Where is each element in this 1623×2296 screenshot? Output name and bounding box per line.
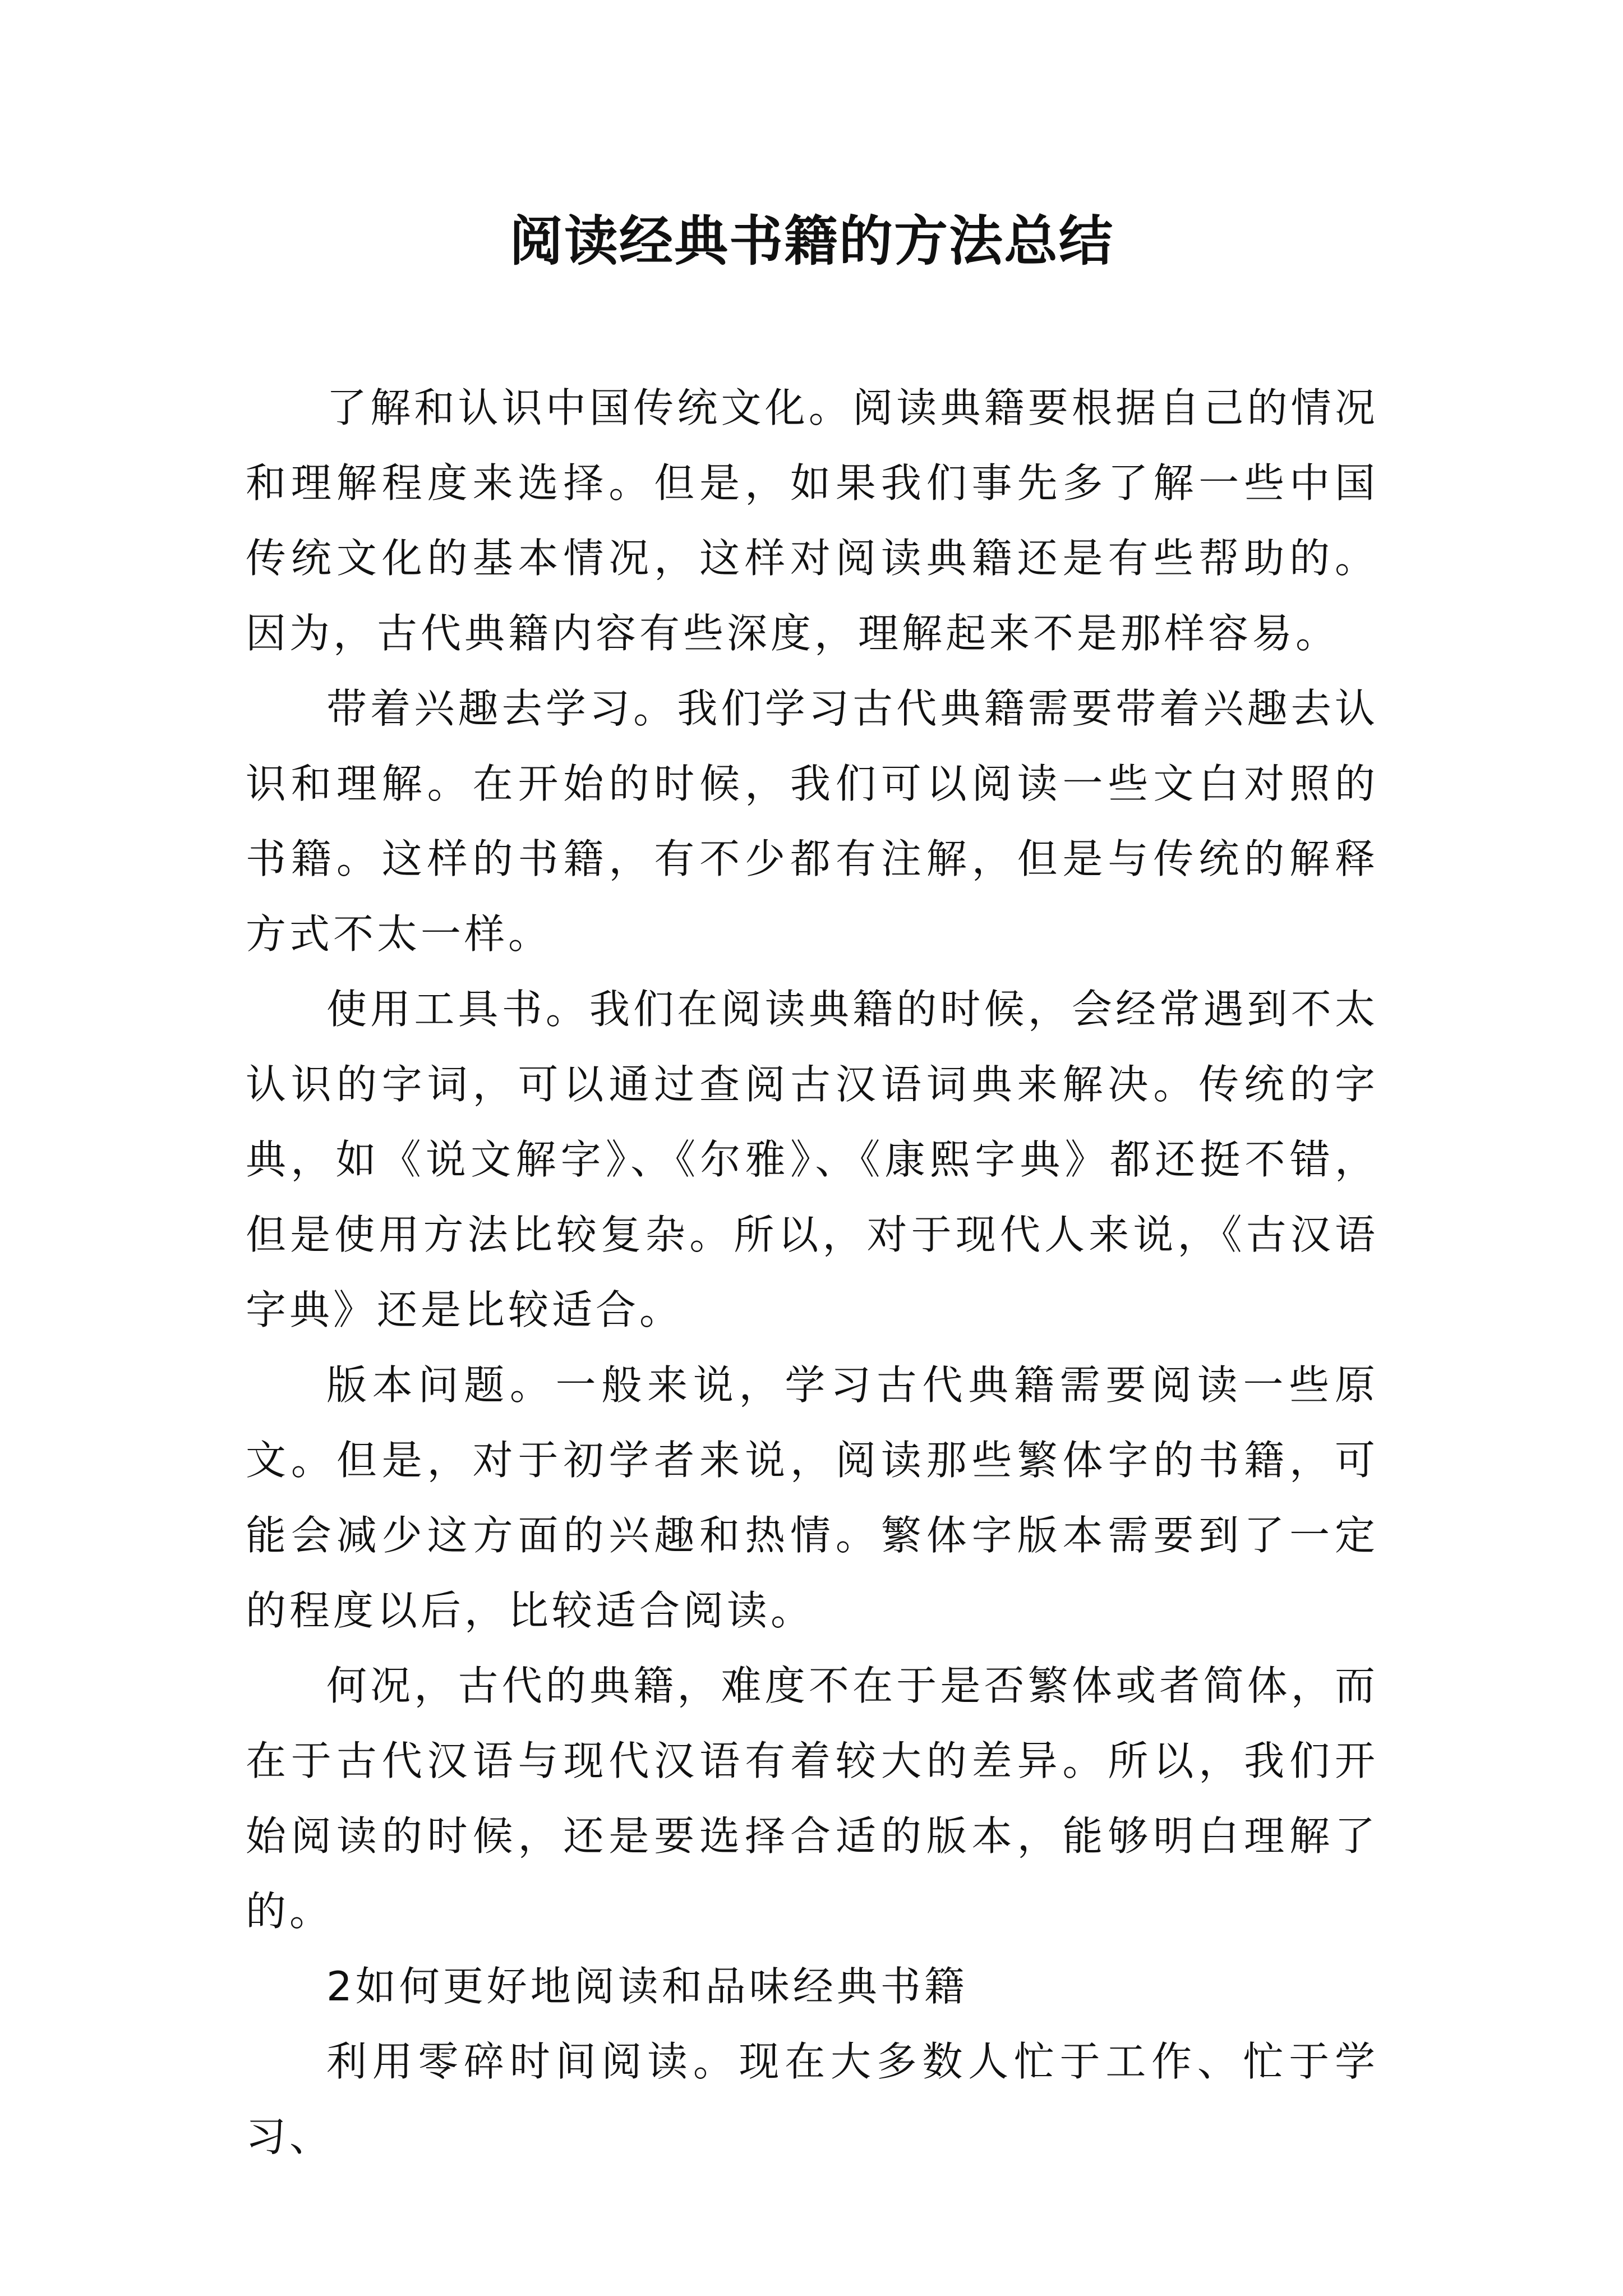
section-heading: 2如何更好地阅读和品味经典书籍	[326, 1963, 968, 2010]
paragraph-editions: 版本问题。一般来说，学习古代典籍需要阅读一些原文。但是，对于初学者来说，阅读那些繁体字的书籍，可能会减少这方面的兴趣和热情。繁体字版本需要到了一定的程度以后，比较适合阅读。	[246, 1361, 1378, 1634]
paragraph-interest: 带着兴趣去学习。我们学习古代典籍需要带着兴趣去认识和理解。在开始的时候，我们可以阅读一些文白对照的书籍。这样的书籍，有不少都有注解，但是与传统的解释方式不太一样。	[246, 685, 1378, 958]
paragraph-language-difference: 何况，古代的典籍，难度不在于是否繁体或者简体，而在于古代汉语与现代汉语有着较大的差异。所以，我们开始阅读的时候，还是要选择合适的版本，能够明白理解了的。	[246, 1662, 1378, 1935]
page-title: 阅读经典书籍的方法总结	[509, 209, 1114, 273]
paragraph-reference-books: 使用工具书。我们在阅读典籍的时候，会经常遇到不太认识的字词，可以通过查阅古汉语词典来解决。传统的字典，如《说文解字》、《尔雅》、《康熙字典》都还挺不错，但是使用方法比较复杂。所以，对于现代人来说，《古汉语字典》还是比较适合。	[246, 986, 1378, 1333]
paragraph-spare-time: 利用零碎时间阅读。现在大多数人忙于工作、忙于学习、	[246, 2038, 1378, 2160]
paragraph-traditional-culture: 了解和认识中国传统文化。阅读典籍要根据自己的情况和理解程度来选择。但是，如果我们事先多了解一些中国传统文化的基本情况，这样对阅读典籍还是有些帮助的。因为，古代典籍内容有些深度，理解起来不是那样容易。	[246, 384, 1378, 657]
document-body	[246, 370, 1378, 2174]
